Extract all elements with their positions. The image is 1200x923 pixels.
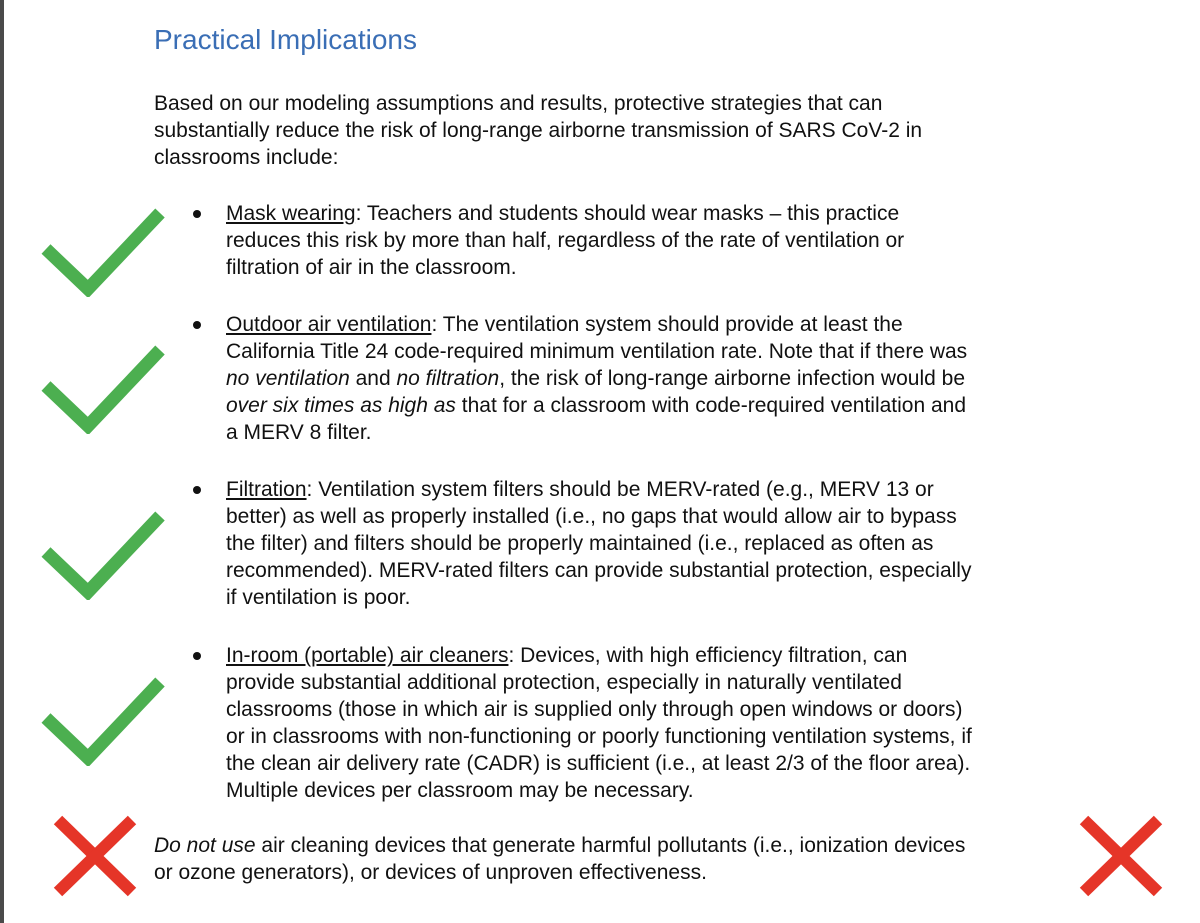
strategy-line: provide substantial additional protection, especially in naturally ventilated xyxy=(226,671,902,694)
strategy-text: : Teachers and students should wear masks – this practice xyxy=(355,202,900,225)
green-check-icon xyxy=(38,205,168,297)
strategy-line xyxy=(226,311,1096,338)
strategy-line: classrooms (those in which air is supplied only through open windows or doors) xyxy=(226,698,963,721)
strategy-text: and xyxy=(349,367,397,390)
strategy-text: that for a classroom with code-required ventilation and xyxy=(455,394,967,417)
strategy-line xyxy=(226,200,1096,227)
strategy-mask-wearing xyxy=(226,200,1096,281)
green-check-icon xyxy=(38,674,168,766)
warning-lead: Do not use xyxy=(154,834,256,857)
emphasis-text: no filtration xyxy=(396,367,500,390)
strategy-filtration xyxy=(226,476,1096,611)
strategy-line xyxy=(226,365,1096,392)
intro-line: substantially reduce the risk of long-range airborne transmission of SARS CoV-2 in xyxy=(154,119,923,142)
warning-line xyxy=(154,832,1084,859)
strategy-line: reduces this risk by more than half, regardless of the rate of ventilation or xyxy=(226,229,905,252)
strategy-line xyxy=(226,392,1096,419)
bullet-dot xyxy=(193,210,201,218)
bullet-dot xyxy=(193,486,201,494)
strategy-line: if ventilation is poor. xyxy=(226,586,411,609)
strategy-outdoor-air-ventilation xyxy=(226,311,1096,446)
section-heading: Practical Implications xyxy=(154,24,417,55)
intro-line: Based on our modeling assumptions and results, protective strategies that can xyxy=(154,92,883,115)
emphasis-text: over six times as high as xyxy=(226,394,456,417)
strategy-line: a MERV 8 filter. xyxy=(226,421,372,444)
strategy-line: filtration of air in the classroom. xyxy=(226,256,517,279)
warning-paragraph xyxy=(154,832,1084,886)
strategy-line: California Title 24 code-required minimum ventilation rate. Note that if there was xyxy=(226,340,968,363)
green-check-icon xyxy=(38,342,168,434)
warning-line: or ozone generators), or devices of unproven effectiveness. xyxy=(154,861,707,884)
bullet-dot xyxy=(193,652,201,660)
strategy-line xyxy=(226,642,1096,669)
strategy-line xyxy=(226,476,1096,503)
strategy-line: recommended). MERV-rated filters can provide substantial protection, especially xyxy=(226,559,972,582)
bullet-dot xyxy=(193,321,201,329)
strategy-text: : The ventilation system should provide at least the xyxy=(431,313,903,336)
strategy-line: Multiple devices per classroom may be necessary. xyxy=(226,779,694,802)
strategy-term: In-room (portable) air cleaners xyxy=(226,644,509,667)
strategy-in-room-air-cleaners xyxy=(226,642,1096,804)
strategy-line: the filter) and filters should be properly maintained (i.e., replaced as often as xyxy=(226,532,934,555)
strategy-term: Filtration xyxy=(226,478,307,501)
emphasis-text: no ventilation xyxy=(226,367,350,390)
strategy-line: better) as well as properly installed (i.e., no gaps that would allow air to bypass xyxy=(226,505,957,528)
document-left-edge xyxy=(0,0,4,923)
warning-text: air cleaning devices that generate harmful pollutants (i.e., ionization devices xyxy=(255,834,966,857)
green-check-icon xyxy=(38,508,168,600)
strategy-line: or in classrooms with non-functioning or poorly functioning ventilation systems, if xyxy=(226,725,972,748)
intro-paragraph xyxy=(154,90,1054,171)
red-x-icon xyxy=(50,814,140,898)
intro-line: classrooms include: xyxy=(154,146,339,169)
strategy-text: : Ventilation system filters should be MERV-rated (e.g., MERV 13 or xyxy=(306,478,934,501)
strategy-line: the clean air delivery rate (CADR) is sufficient (i.e., at least 2/3 of the floor area). xyxy=(226,752,971,775)
strategy-term: Outdoor air ventilation xyxy=(226,313,432,336)
red-x-icon xyxy=(1076,814,1166,898)
strategy-text: : Devices, with high efficiency filtration, can xyxy=(508,644,908,667)
strategy-term: Mask wearing xyxy=(226,202,356,225)
strategy-text: , the risk of long-range airborne infection would be xyxy=(499,367,965,390)
